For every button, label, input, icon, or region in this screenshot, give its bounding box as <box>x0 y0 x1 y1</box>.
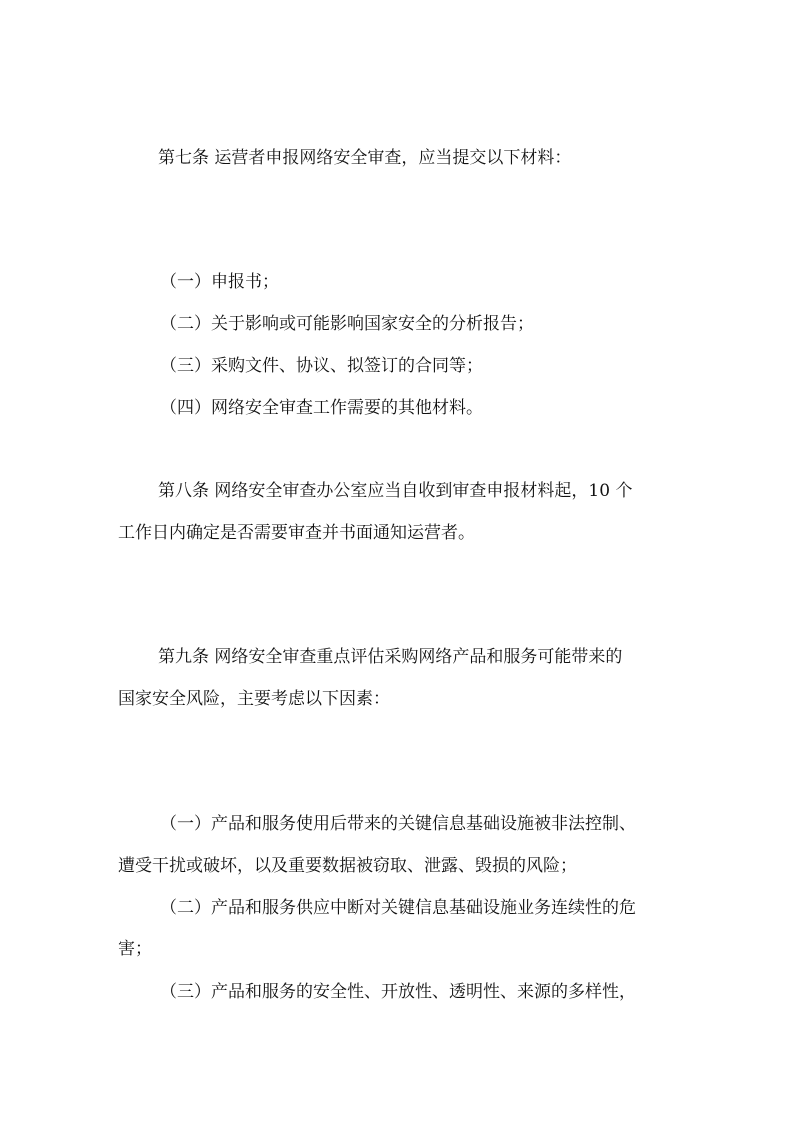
article-7-item-4: （四）网络安全审查工作需要的其他材料。 <box>160 398 483 418</box>
article-9-line-1: 第九条 网络安全审查重点评估采购网络产品和服务可能带来的 <box>158 647 623 667</box>
article-9-item-1-line-2: 遭受干扰或破坏，以及重要数据被窃取、泄露、毁损的风险； <box>118 856 577 876</box>
article-9-item-3-line-1: （三）产品和服务的安全性、开放性、透明性、来源的多样性， <box>160 982 636 1002</box>
article-8-line-1: 第八条 网络安全审查办公室应当自收到审查申报材料起，10 个 <box>158 481 633 501</box>
article-7-item-3: （三）采购文件、协议、拟签订的合同等； <box>160 356 483 376</box>
article-9-item-1-line-1: （一）产品和服务使用后带来的关键信息基础设施被非法控制、 <box>160 814 636 834</box>
article-7-item-2: （二）关于影响或可能影响国家安全的分析报告； <box>160 314 534 334</box>
article-9-line-2: 国家安全风险，主要考虑以下因素： <box>118 689 390 709</box>
article-7-item-1: （一）申报书； <box>160 272 279 292</box>
article-9-item-2-line-2: 害； <box>118 939 152 959</box>
article-9-item-2-line-1: （二）产品和服务供应中断对关键信息基础设施业务连续性的危 <box>160 898 636 918</box>
article-7-heading: 第七条 运营者申报网络安全审查，应当提交以下材料： <box>158 148 572 168</box>
article-8-line-2: 工作日内确定是否需要审查并书面通知运营者。 <box>118 523 475 543</box>
